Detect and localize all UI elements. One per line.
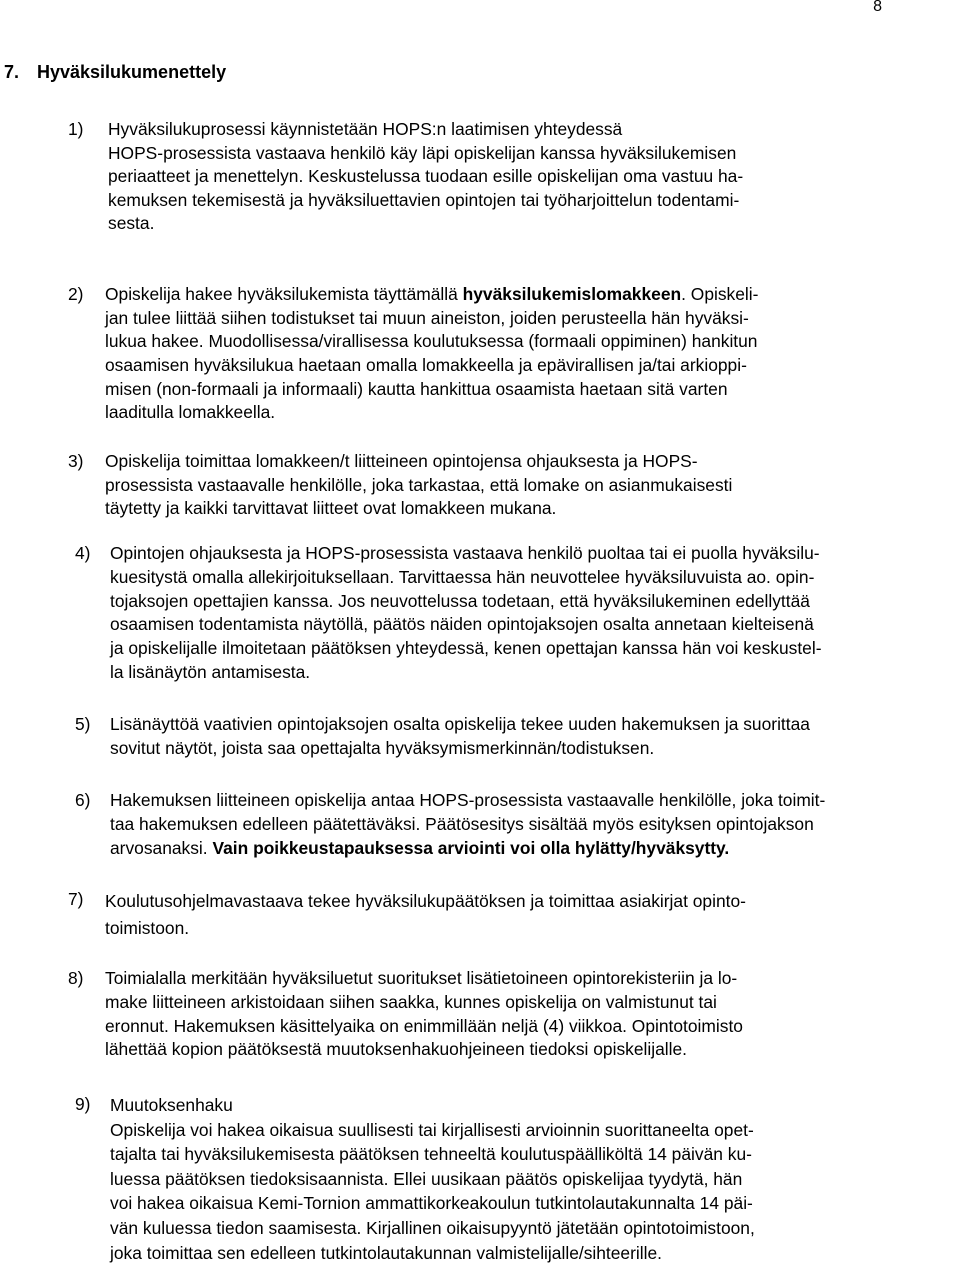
text-line (108, 212, 956, 236)
item-number: 3) (68, 451, 84, 471)
item-number: 7) (68, 889, 84, 909)
text-run: Hyväksilukuprosessi käynnistetään HOPS:n laatimisen yhteydessä (108, 119, 623, 139)
text-line (105, 401, 956, 425)
item-text (110, 789, 956, 860)
text-line (110, 837, 956, 861)
text-line (105, 1038, 956, 1062)
text-run: Muutoksenhaku (110, 1095, 233, 1115)
item-number: 4) (75, 543, 91, 563)
text-run: tajalta tai hyväksilukemisesta päätöksen tehneeltä koulutuspäälliköltä 14 päivän ku- (110, 1144, 752, 1165)
text-line (110, 566, 956, 590)
list-item (68, 283, 956, 425)
text-run: taa hakemuksen edelleen päätettäväksi. Päätösesitys sisältää myös esityksen opintojakson (110, 813, 814, 834)
text-line (105, 474, 956, 498)
text-run: osaamisen hyväksilukua haetaan omalla lomakkeella ja epävirallisen ja/tai arkioppi- (105, 355, 747, 376)
item-text (105, 967, 956, 1062)
text-line (105, 378, 956, 402)
text-run: . Opiskeli- (681, 284, 759, 304)
text-line (110, 1167, 956, 1192)
text-run: kuesitystä omalla allekirjoituksellaan. Tarvittaessa hän neuvottelee hyväksiluvuista ao. opin- (110, 566, 815, 587)
text-line (110, 789, 956, 813)
text-run: misen (non-formaali ja informaali) kautta hankittua osaamista haetaan sitä varten (105, 378, 728, 399)
text-run: ja opiskelijalle ilmoitetaan päätöksen yhteydessä, kenen opettajan kanssa hän voi keskustel- (110, 638, 822, 659)
section-number: 7. (4, 62, 20, 82)
text-run: täytetty ja kaikki tarvittavat liitteet ovat lomakkeen mukana. (105, 498, 557, 518)
list-item (75, 542, 956, 685)
text-line (110, 1142, 956, 1167)
text-line (108, 165, 956, 189)
text-line (105, 497, 956, 521)
text-line (110, 590, 956, 614)
text-line (110, 1093, 956, 1118)
text-line (105, 354, 956, 378)
text-run: lukua hakee. Muodollisessa/virallisessa koulutuksessa (formaali oppiminen) hankitun (105, 331, 758, 352)
text-run: sesta. (108, 213, 155, 233)
text-line (105, 888, 956, 915)
text-line (108, 142, 956, 166)
text-line (105, 330, 956, 354)
text-line (110, 542, 956, 566)
text-run: toimistoon. (105, 917, 190, 938)
text-run: Koulutusohjelmavastaava tekee hyväksilukupäätöksen ja toimittaa asiakirjat opinto- (105, 891, 746, 911)
text-run: Toimialalla merkitään hyväksiluetut suoritukset lisätietoineen opintorekisteriin ja lo- (105, 968, 738, 988)
text-line (110, 1118, 956, 1143)
item-number: 2) (68, 284, 84, 304)
text-line (105, 991, 956, 1015)
text-run: Opiskelija toimittaa lomakkeen/t liitteineen opintojensa ohjauksesta ja HOPS- (105, 451, 698, 471)
section-heading (4, 62, 226, 83)
text-run: lähettää kopion päätöksestä muutoksenhakuohjeineen tiedoksi opiskelijalle. (105, 1039, 688, 1060)
list-item (68, 450, 956, 521)
page-number: 8 (873, 0, 882, 15)
text-run: Opintojen ohjauksesta ja HOPS-prosessista vastaava henkilö puoltaa tai ei puolla hyväksilu- (110, 543, 820, 563)
text-line (110, 737, 956, 761)
text-run: tojaksojen opettajien kanssa. Jos neuvottelussa todetaan, että hyväksilukeminen edellyttää (110, 590, 810, 611)
text-run: kemuksen tekemisestä ja hyväksiluettavien opintojen tai työharjoittelun todentami- (108, 189, 740, 210)
text-line (110, 1216, 956, 1241)
list-item (68, 888, 956, 941)
text-line (110, 661, 956, 685)
text-line (105, 1015, 956, 1039)
text-run: joka toimittaa sen edelleen tutkintolautakunnan valmistelijalle/sihteerille. (110, 1242, 662, 1263)
text-line (108, 189, 956, 213)
text-run: jan tulee liittää siihen todistukset tai muun aineiston, joiden perusteella hän hyväksi- (105, 307, 749, 328)
text-line (105, 915, 956, 942)
item-number: 1) (68, 119, 84, 139)
bold-text-run: Vain poikkeustapauksessa arviointi voi olla hylätty/hyväksytty. (212, 837, 730, 858)
list-item (75, 713, 956, 760)
text-line (105, 450, 956, 474)
text-run: Opiskelija hakee hyväksilukemista täyttämällä (105, 284, 463, 304)
text-run: periaatteet ja menettelyn. Keskustelussa tuodaan esille opiskelijan oma vastuu ha- (108, 166, 744, 186)
item-number: 9) (75, 1094, 91, 1114)
item-text (110, 542, 956, 685)
list-item (68, 118, 956, 236)
text-run: prosessista vastaavalle henkilölle, joka tarkastaa, että lomake on asianmukaisesti (105, 474, 733, 495)
text-run: la lisänäytön antamisesta. (110, 661, 311, 682)
text-run: Lisänäyttöä vaativien opintojaksojen osalta opiskelija tekee uuden hakemuksen ja suorittaa (110, 714, 810, 734)
text-line (110, 813, 956, 837)
text-run: make liitteineen arkistoidaan siihen saakka, kunnes opiskelija on valmistunut tai (105, 991, 717, 1012)
text-run: HOPS-prosessista vastaava henkilö käy läpi opiskelijan kanssa hyväksilukemisen (108, 142, 737, 163)
text-line (110, 637, 956, 661)
list-item (75, 1093, 956, 1265)
text-run: Hakemuksen liitteineen opiskelija antaa HOPS-prosessista vastaavalle henkilölle, joka toimit- (110, 790, 826, 810)
item-text (105, 283, 956, 425)
text-run: osaamisen todentamista näytöllä, päätös näiden opintojaksojen osalta annetaan kielteisenä (110, 614, 814, 635)
text-run: luessa päätöksen tiedoksisaannista. Ellei uusikaan päätös opiskelijaa tyydytä, hän (110, 1168, 743, 1189)
item-text (105, 888, 956, 941)
text-line (105, 283, 956, 307)
item-number: 8) (68, 968, 84, 988)
text-line (110, 1191, 956, 1216)
item-text (108, 118, 956, 236)
text-run: laaditulla lomakkeella. (105, 402, 276, 423)
item-number: 6) (75, 790, 91, 810)
text-line (108, 118, 956, 142)
section-title: Hyväksilukumenettely (37, 62, 227, 82)
text-run: sovitut näytöt, joista saa opettajalta hyväksymismerkinnän/todistuksen. (110, 737, 655, 758)
text-run: vän kuluessa tiedon saamisesta. Kirjallinen oikaisupyyntö jätetään opintotoimistoon, (110, 1217, 755, 1238)
bold-text-run: hyväksilukemislomakkeen (462, 284, 682, 304)
list-item (75, 789, 956, 860)
text-line (110, 713, 956, 737)
text-run: voi hakea oikaisua Kemi-Tornion ammattikorkeakoulun tutkintolautakunnalta 14 päi- (110, 1193, 753, 1214)
text-line (105, 307, 956, 331)
item-text (110, 713, 956, 760)
text-run: arvosanaksi. (110, 837, 213, 858)
text-line (110, 1241, 956, 1265)
text-line (110, 613, 956, 637)
text-run: Opiskelija voi hakea oikaisua suullisesti tai kirjallisesti arvioinnin suorittaneelta opet- (110, 1119, 754, 1140)
item-number: 5) (75, 714, 91, 734)
item-text (110, 1093, 956, 1265)
text-run: eronnut. Hakemuksen käsittelyaika on enimmillään neljä (4) viikkoa. Opintotoimisto (105, 1015, 743, 1036)
item-text (105, 450, 956, 521)
list-item (68, 967, 956, 1062)
text-line (105, 967, 956, 991)
